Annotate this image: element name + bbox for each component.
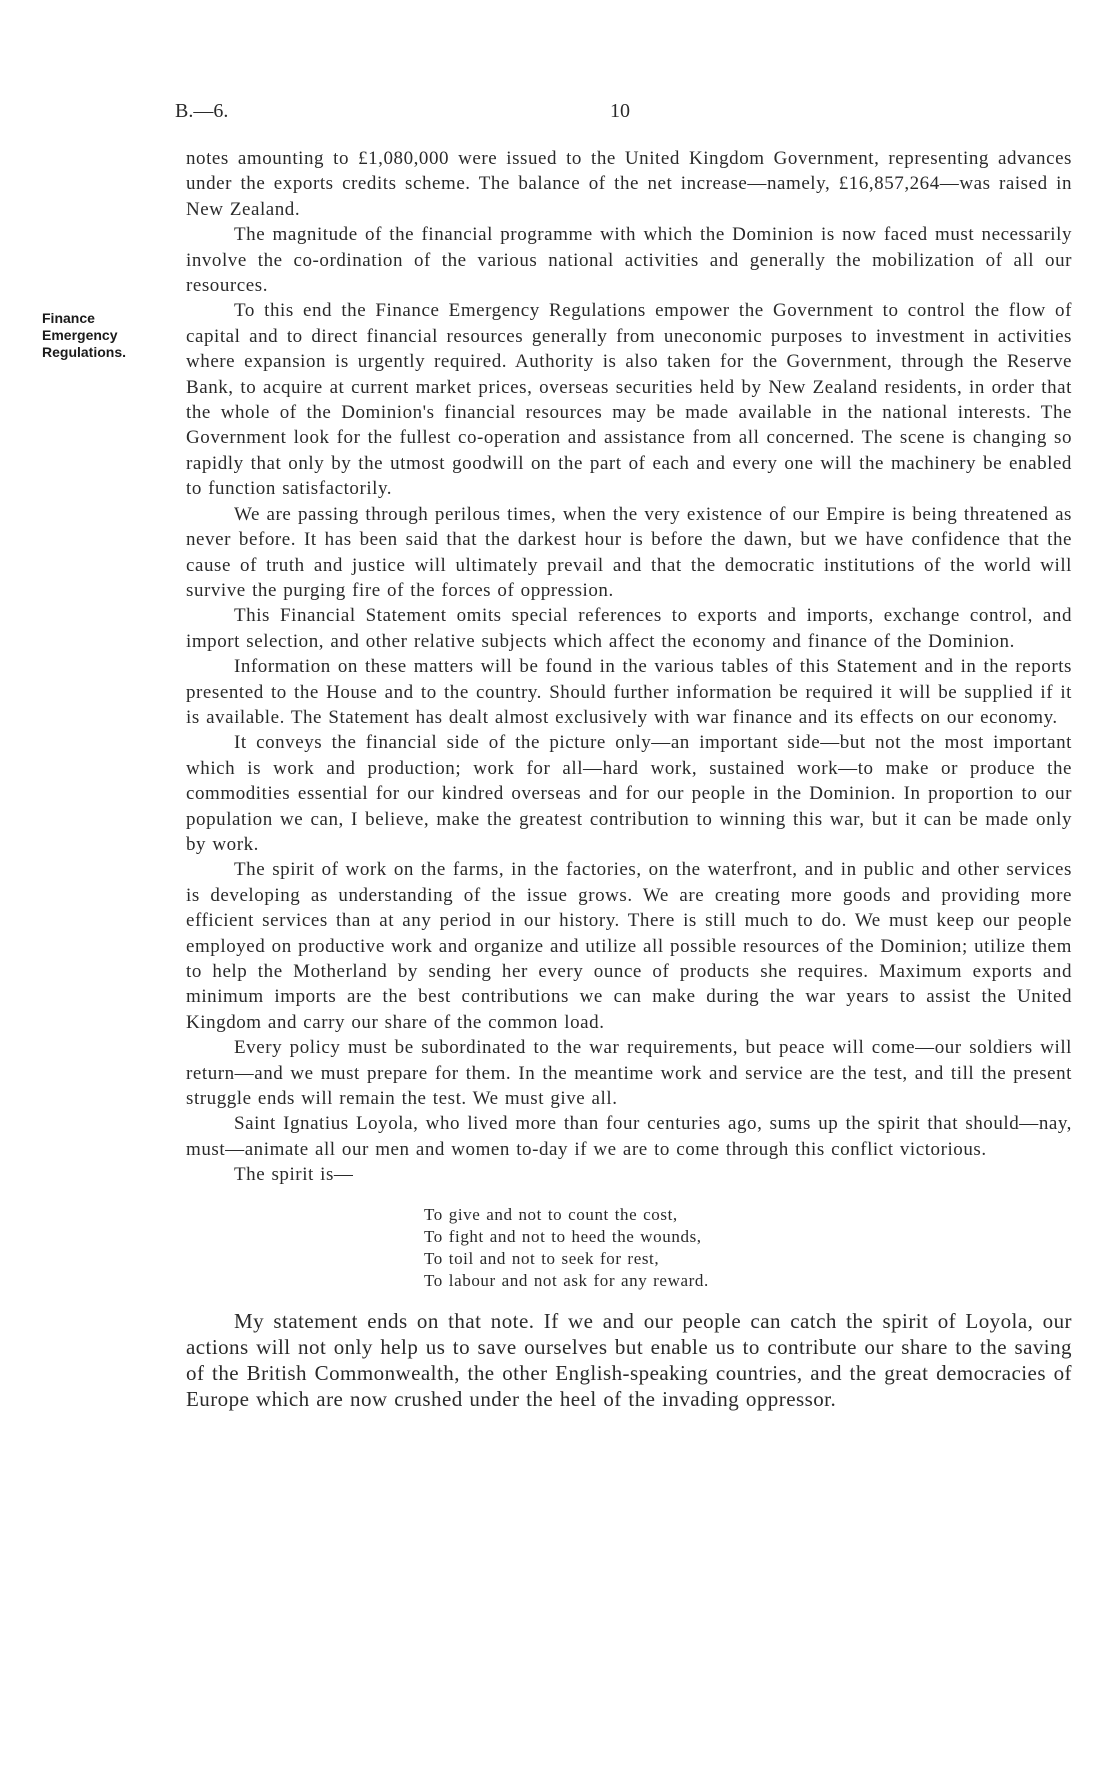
paragraph: Information on these matters will be found in the various tables of this Statement and in the reports presented to the House and to the country. Should further information be required it will be supplied if it is available. The Statement has dealt almost exclusively with war finance and its effects on our economy. [186, 656, 1072, 728]
margin-note-line: Regulations. [42, 344, 127, 360]
paragraph: The spirit is— [234, 1164, 354, 1186]
verse-line: To fight and not to heed the wounds, [424, 1226, 702, 1246]
paragraph: We are passing through perilous times, when the very existence of our Empire is being threatened as never before. It has been said that the darkest hour is before the dawn, but we have confidence that the cause of truth and justice will ultimately prevail and that the democratic institutions of the world will survive the purging fire of the forces of oppression. [186, 503, 1072, 601]
paragraph: This Financial Statement omits special references to exports and imports, exchange control, and import selection, and other relative subjects which affect the economy and finance of the Dominion. [186, 605, 1072, 652]
paragraph: To this end the Finance Emergency Regulations empower the Government to control the flow of capital and to direct financial resources generally from uneconomic purposes to investment in activities where expansion is urgently required. Authority is also taken for the Government, through the Reserve Bank, to acquire at current market prices, overseas securities held by New Zealand residents, in order that the whole of the Dominion's financial resources may be made available in the national interests. The Government look for the fullest co-operation and assistance from all concerned. The scene is changing so rapidly that only by the utmost goodwill on the part of each and every one will the machinery be enabled to function satisfactorily. [186, 300, 1072, 500]
paragraph: The magnitude of the financial programme with which the Dominion is now faced must necessarily involve the co-ordination of the various national activities and generally the mobilization of all our resources. [186, 224, 1072, 297]
verse-line: To toil and not to seek for rest, [424, 1248, 660, 1268]
paragraph: The spirit of work on the farms, in the factories, on the waterfront, and in public and other services is developing as understanding of the issue grows. We are creating more goods and providing more efficient services than at any period in our history. There is still much to do. We must keep our people employed on productive work and organize and utilize all possible resources of the Dominion; utilize them to help the Motherland by sending her every ounce of products she requires. Maximum exports and minimum imports are the best contributions we can make during the war years to assist the United Kingdom and carry our share of the common load. [186, 859, 1072, 1033]
margin-note [42, 310, 182, 361]
margin-note-line: Emergency [42, 327, 118, 343]
page-reference: B.—6. [175, 100, 229, 122]
closing-paragraph: My statement ends on that note. If we and our people can catch the spirit of Loyola, our actions will not only help us to save ourselves but enable us to contribute our share to the saving of the British Commonwealth, the other English-speaking countries, and the great democracies of Europe which are now crushed under the heel of the invading oppressor. [186, 1308, 1072, 1411]
paragraph: It conveys the financial side of the picture only—an important side—but not the most important which is work and production; work for all—hard work, sustained work—to make or produce the commodities essential for our kindred overseas and for our people in the Dominion. In proportion to our population we can, I believe, make the greatest contribution to winning this war, but it can be made only by work. [186, 732, 1072, 855]
paragraph: Saint Ignatius Loyola, who lived more than four centuries ago, sums up the spirit that should—nay, must—animate all our men and women to-day if we are to come through this conflict victorious. [186, 1113, 1072, 1160]
verse-line: To labour and not ask for any reward. [424, 1270, 709, 1290]
page-header [0, 100, 1114, 130]
paragraph: notes amounting to £1,080,000 were issued to the United Kingdom Government, representing advances under the exports credits scheme. The balance of the net increase—namely, £16,857,264—was raised in New Zealand. [186, 148, 1072, 220]
body-text [186, 146, 1072, 1412]
page-number: 10 [610, 100, 630, 122]
paragraph: Every policy must be subordinated to the war requirements, but peace will come—our soldiers will return—and we must prepare for them. In the meantime work and service are the test, and till the present struggle ends will remain the test. We must give all. [186, 1037, 1072, 1110]
verse-line: To give and not to count the cost, [424, 1204, 678, 1224]
verse-quote [424, 1204, 1072, 1292]
margin-note-line: Finance [42, 310, 95, 326]
